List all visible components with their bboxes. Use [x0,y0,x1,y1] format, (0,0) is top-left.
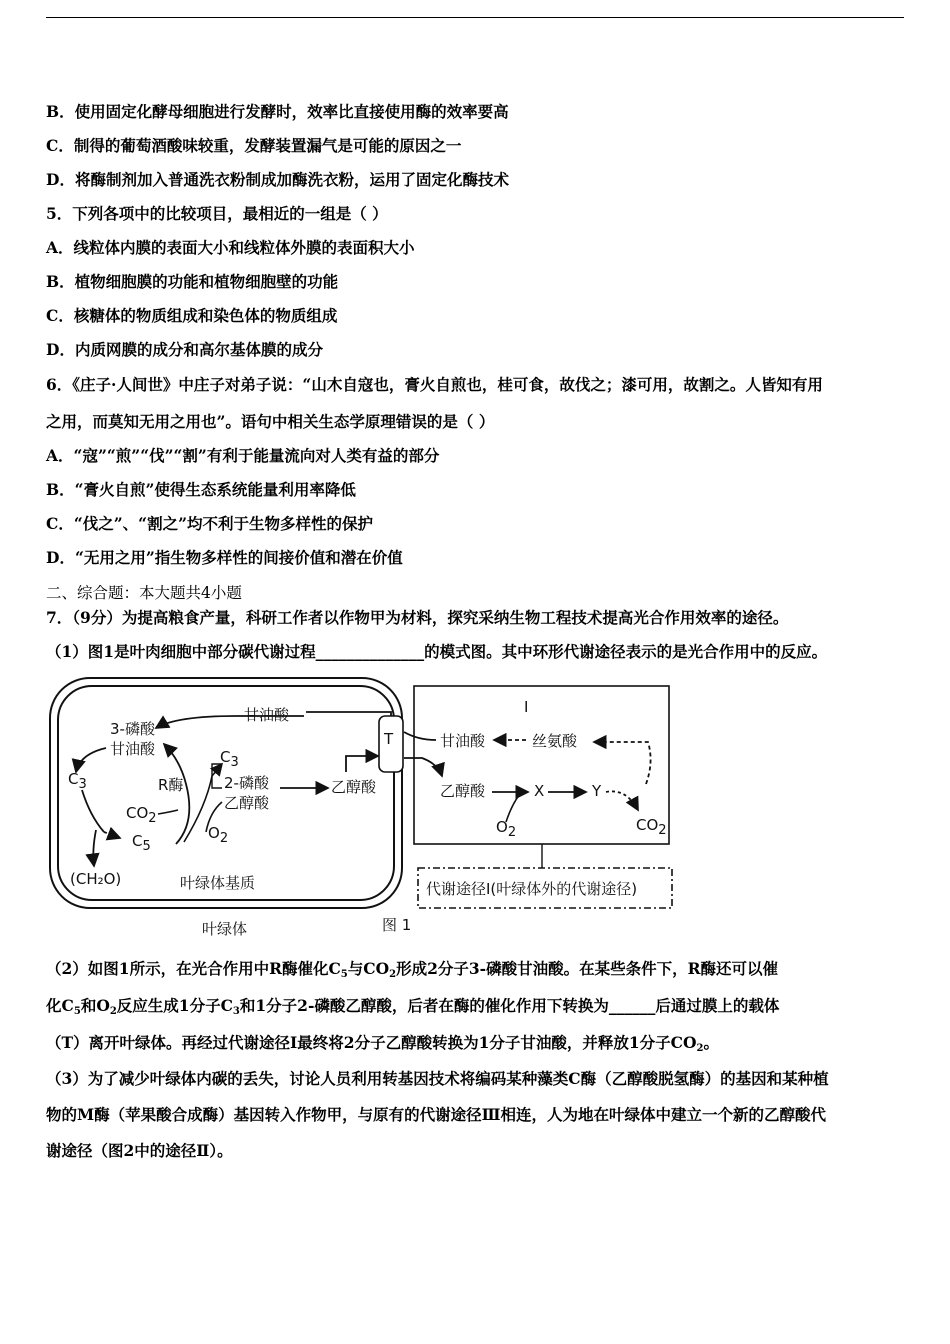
pga-line1: 3-磷酸 [110,720,155,738]
q7-part1: （1）图1是叶肉细胞中部分碳代谢过程______________的模式图。其中环形代谢途径表示的是光合作用中的反应。 [46,642,828,661]
arrow-glycolate-to-t [346,756,378,772]
c5: C5 [132,832,151,854]
q7-part2-line2: 化$C_5$和$O_2$反应生成1分子$C_3$和1分子2-磷酸乙醇酸，后者在酶的催化作用下转换为______后通过膜上的载体 [46,996,780,1017]
glycerate-top: 甘油酸 [244,706,290,724]
q5-option-a: A．线粒体内膜的表面大小和线粒体外膜的表面积大小 [46,238,415,257]
q6-option-a: A．“寇”“煎”“伐”“割”有利于能量流向对人类有益的部分 [46,446,440,465]
pathway-i-box [414,686,669,844]
o2-out: O2 [496,818,517,840]
q4-option-d: D．将酶制剂加入普通洗衣粉制成加酶洗衣粉，运用了固定化酶技术 [46,170,509,189]
ch2o: (CH₂O) [70,870,122,888]
x-node: X [534,782,545,800]
c3-mid: C3 [220,748,239,770]
header-rule [46,17,904,18]
figure-caption: 图 1 [382,916,412,934]
co2-in: CO2 [126,804,157,826]
pathway-caption: 代谢途径Ⅰ(叶绿体外的代谢途径) [426,880,638,898]
co2-out: CO2 [636,816,667,838]
q7-part3-line1: （3）为了减少叶绿体内碳的丢失，讨论人员利用转基因技术将编码某种藻类C酶（乙醇酸脱氢酶）的基因和某种植 [46,1069,829,1088]
stroma-label: 叶绿体基质 [180,874,256,892]
q7-stem: 7．（9分）为提高粮食产量，科研工作者以作物甲为材料，探究采纳生物工程技术提高光合作用效率的途径。 [46,608,789,627]
pg-line2: 乙醇酸 [224,794,270,812]
arrow-pga-to-c3 [76,748,106,772]
glycerate-out: 甘油酸 [440,732,486,750]
q6-stem-line1: 6．《庄子·人间世》中庄子对弟子说：“山木自寇也，膏火自煎也，桂可食，故伐之；漆可用，故割之。人皆知有用 [46,375,823,394]
q7-part3-line2: 物的M酶（苹果酸合成酶）基因转入作物甲，与原有的代谢途径Ⅲ相连，人为地在叶绿体中建立一个新的乙醇酸代 [46,1105,827,1124]
pg-line1: 2-磷酸 [224,774,269,792]
figure-1-diagram [46,672,686,942]
q5-option-d: D．内质网膜的成分和高尔基体膜的成分 [46,340,323,359]
blank: ______________ [315,642,425,661]
glycolate-in: 乙醇酸 [331,778,377,796]
q6-option-d: D．“无用之用”指生物多样性的间接价值和潜在价值 [46,548,403,567]
q5-option-b: B．植物细胞膜的功能和植物细胞壁的功能 [46,272,339,291]
blank: ______ [608,996,656,1015]
q6-stem-line2: 之用，而莫知无用之用也”。语句中相关生态学原理错误的是（ ） [46,412,495,431]
glycolate-out: 乙醇酸 [440,782,486,800]
r-enzyme: R酶 [158,776,184,794]
arrow-c3-to-c5 [82,790,104,832]
o2-in: O2 [208,824,229,846]
q7-part2-line3: （T）离开叶绿体。再经过代谢途径Ⅰ最终将2分子乙醇酸转换为1分子甘油酸，并释放1分子$CO_2$。 [46,1033,719,1054]
figure-1 [46,672,686,942]
pga-line2: 甘油酸 [110,740,156,758]
section-heading: 二、综合题：本大题共4小题 [46,584,242,602]
y-node: Y [592,782,602,800]
q6-option-c: C．“伐之”、“割之”均不利于生物多样性的保护 [46,514,373,533]
arrow-c5-to-pga [164,744,189,844]
chloroplast-label: 叶绿体 [202,920,248,938]
pathway-i-label: I [524,698,529,716]
serine: 丝氨酸 [532,732,578,750]
q4-option-b: B．使用固定化酵母细胞进行发酵时，效率比直接使用酶的效率要高 [46,102,509,121]
q4-option-c: C．制得的葡萄酒酸味较重，发酵装置漏气是可能的原因之一 [46,136,462,155]
c3-left: C3 [68,770,87,792]
q7-part3-line3: 谢途径（图2中的途径Ⅱ）。 [46,1141,233,1160]
q5-option-c: C．核糖体的物质组成和染色体的物质组成 [46,306,338,325]
q6-option-b: B．“膏火自煎”使得生态系统能量利用率降低 [46,480,356,499]
q5-stem: 5．下列各项中的比较项目，最相近的一组是（ ） [46,204,388,223]
transporter-label: T [384,730,394,748]
q7-part2-line1: （2）如图1所示，在光合作用中R酶催化$C_5$与$CO_2$形成2分子3-磷酸甘油酸。在某些条件下，R酶还可以催 [46,959,778,980]
arrow-to-ch2o [93,830,96,866]
